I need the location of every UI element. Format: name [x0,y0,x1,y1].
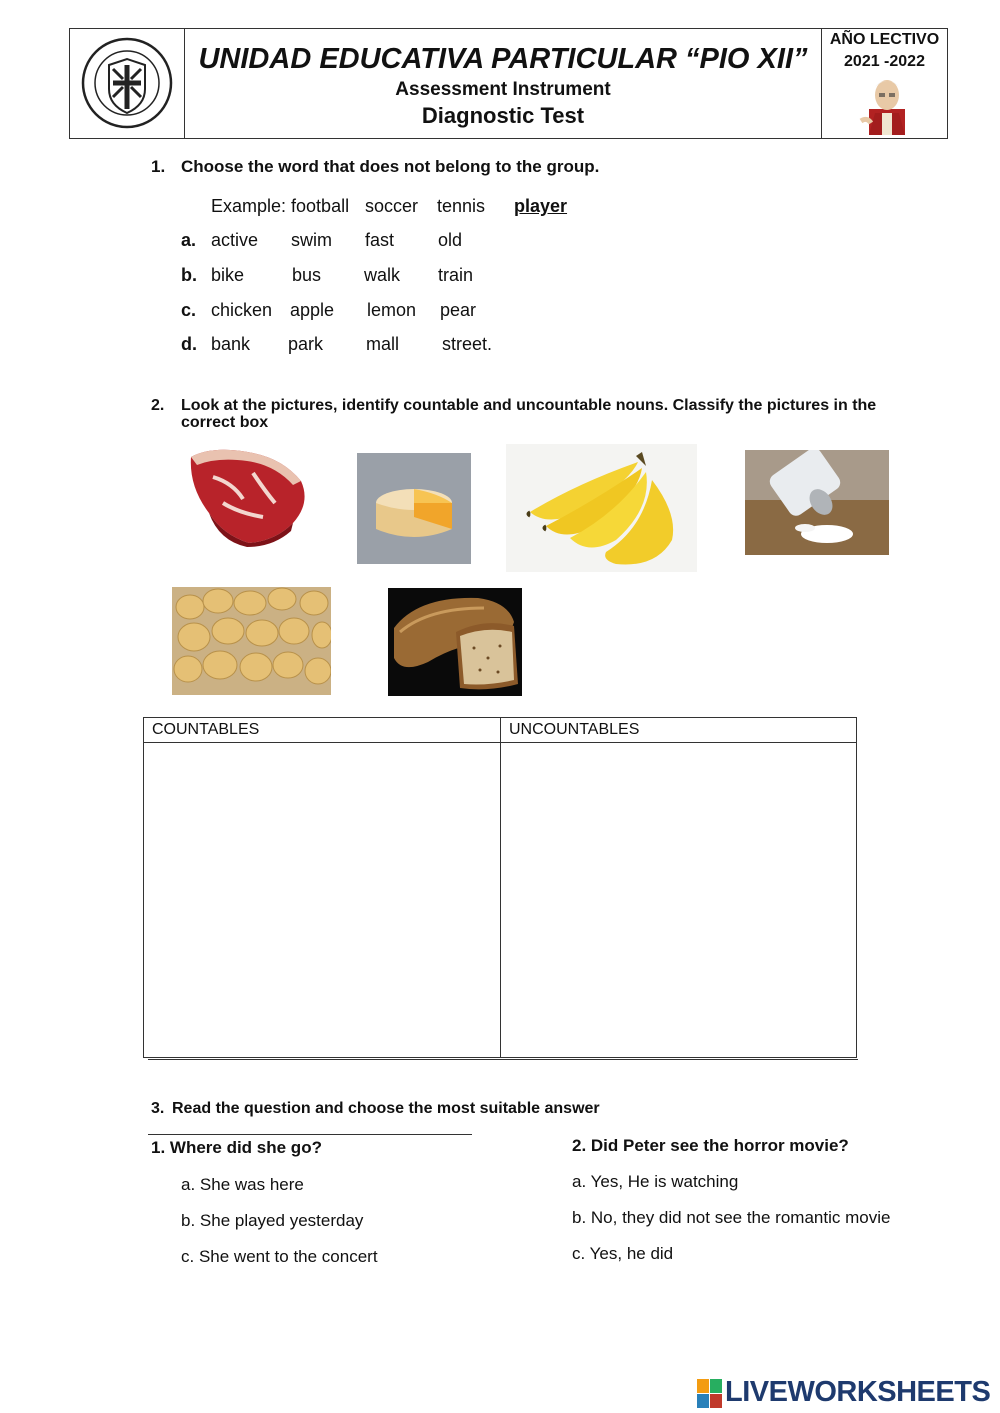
test-subtitle: Diagnostic Test [421,103,585,128]
row-word: park [288,334,324,354]
potatoes-picture [172,587,331,695]
table-bottom-rule [148,1059,858,1060]
row-letter: c. [181,300,197,320]
liveworksheets-badge-icon [697,1379,723,1409]
example-label: Example: football [211,196,350,216]
cheese-picture [357,453,471,564]
row-letter: b. [181,265,197,285]
header-table [69,28,948,139]
q3-question-1: 1. Where did she go? [151,1138,322,1157]
row-word: active [211,230,259,250]
row-word: pear [440,300,477,320]
school-title: UNIDAD EDUCATIVA PARTICULAR “PIO XII” [198,43,808,75]
year-cell [821,29,947,138]
uncountables-header: UNCOUNTABLES [509,721,640,738]
school-logo-cell [70,29,185,138]
bananas-picture [506,444,697,572]
row-word: chicken [211,300,273,320]
year-value: 2021 -2022 [844,53,925,70]
row-letter: d. [181,334,197,354]
row-word: fast [365,230,395,250]
q3-number: 3. [151,1100,165,1117]
row-word: bank [211,334,251,354]
row-letter: a. [181,230,197,250]
q2-title-line1: Look at the pictures, identify countable and uncountable nouns. Classify the pictures in the [181,397,877,414]
q1-title: Choose the word that does not belong to the group. [181,157,600,176]
example-word: soccer [365,196,419,216]
q3-question-2: 2. Did Peter see the horror movie? [572,1136,849,1155]
row-word: swim [291,230,332,250]
pope-portrait-icon [855,73,915,135]
school-seal-icon [79,35,175,131]
row-word: bike [211,265,245,285]
q2-number: 2. [151,397,165,414]
q2-title-line2: correct box [181,414,269,431]
example-answer: player [514,196,568,216]
meat-picture [183,443,313,547]
row-word: bus [292,265,322,285]
row-word: old [438,230,463,250]
q3-option[interactable]: b. She played yesterday [181,1211,364,1230]
q3-option[interactable]: a. Yes, He is watching [572,1172,739,1191]
uncountables-answer-area[interactable] [501,743,856,1057]
q3-option[interactable]: c. She went to the concert [181,1247,378,1266]
row-word: lemon [367,300,417,320]
countables-answer-area[interactable] [144,743,499,1057]
salt-picture [745,450,889,555]
instrument-subtitle: Assessment Instrument [395,79,611,100]
year-label: AÑO LECTIVO [829,31,940,48]
q1-number: 1. [151,157,166,176]
row-word: apple [290,300,335,320]
row-word: train [438,265,474,285]
classification-table [143,717,857,1058]
example-word: tennis [437,196,486,216]
countables-header: COUNTABLES [152,721,260,738]
row-word: walk [364,265,401,285]
q3-title: Read the question and choose the most suitable answer [172,1100,600,1117]
row-word: mall [366,334,400,354]
q3-option[interactable]: a. She was here [181,1175,304,1194]
liveworksheets-text: LIVEWORKSHEETS [725,1376,991,1408]
q3-option[interactable]: c. Yes, he did [572,1244,674,1263]
bread-picture [388,588,522,696]
q3-option[interactable]: b. No, they did not see the romantic movie [572,1208,891,1227]
row-word: street. [442,334,493,354]
q3-rule [148,1134,472,1135]
